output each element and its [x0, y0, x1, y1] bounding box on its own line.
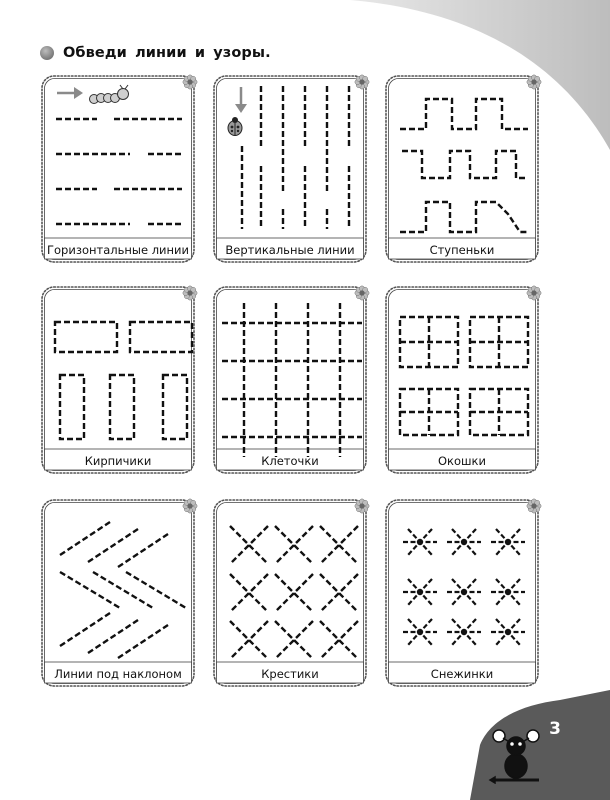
card-vertical-lines [212, 74, 374, 266]
bullet-icon [40, 46, 54, 60]
ladybug-icon [226, 116, 244, 136]
card-grid [212, 285, 374, 477]
card-snowflakes [384, 498, 546, 690]
caterpillar-icon [88, 84, 130, 106]
card-label: Крестики [261, 667, 319, 681]
card-label: Клеточки [261, 454, 319, 468]
mascot-icon [487, 716, 545, 784]
card-label: Кирпичики [84, 454, 152, 468]
card-windows [384, 285, 546, 477]
card-label: Вертикальные линии [225, 243, 355, 257]
card-label: Линии под наклоном [54, 667, 182, 681]
arrow-down-icon [234, 86, 248, 114]
card-slanted-lines [40, 498, 202, 690]
card-crosses [212, 498, 374, 690]
card-steps [384, 74, 546, 266]
page-number: 3 [549, 719, 561, 739]
card-label: Окошки [438, 454, 486, 468]
card-horizontal-lines [40, 74, 202, 266]
card-label: Горизонтальные линии [47, 243, 189, 257]
arrow-right-icon [56, 86, 84, 100]
instruction-header [40, 45, 271, 61]
card-label: Снежинки [430, 667, 494, 681]
instruction-title: Обведи линии и узоры. [63, 45, 271, 61]
card-label: Ступеньки [429, 243, 495, 257]
card-bricks [40, 285, 202, 477]
